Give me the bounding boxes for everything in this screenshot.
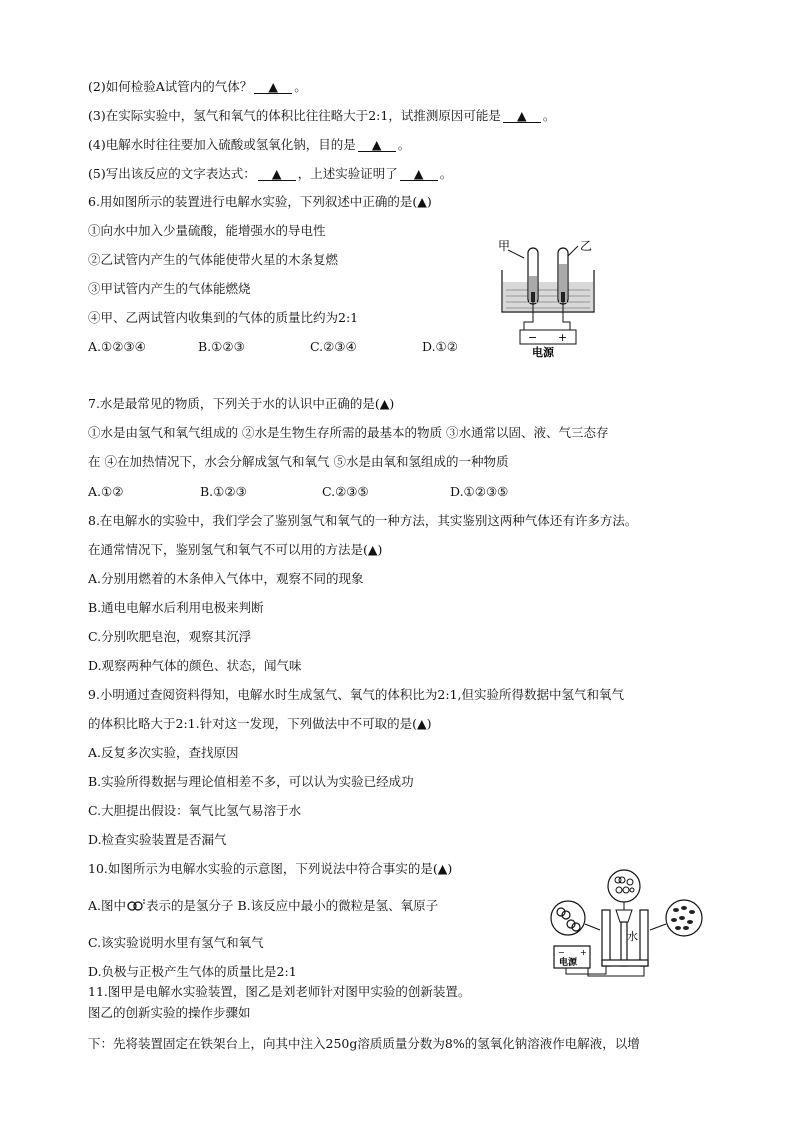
q11-line2: 图乙的创新实验的操作步骤如 — [88, 1005, 251, 1020]
plus-sign: + — [580, 948, 587, 957]
q5-part4: (4)电解水时往往要加入硫酸或氢氧化钠，目的是 ▲ 。 — [88, 137, 411, 152]
water-label: 水 — [627, 930, 638, 943]
q7-option-d[interactable]: D.①②③⑤ — [450, 484, 509, 499]
q7-option-a[interactable]: A.①② — [88, 484, 124, 499]
q7-statements-line1: ①水是由氢气和氧气组成的 ②水是生物生存所需的最基本的物质 ③水通常以固、液、气三态存 — [88, 425, 609, 440]
q7-option-c[interactable]: C.②③⑤ — [322, 484, 369, 499]
q10-option-a-label[interactable]: A.图中 — [88, 898, 127, 913]
q8-option-d[interactable]: D.观察两种气体的颜色、状态，闻气味 — [88, 658, 302, 673]
right-tube — [640, 910, 648, 966]
q10-option-c[interactable]: C.该实验说明水里有氢气和氧气 — [88, 935, 264, 950]
answer-blank[interactable]: ▲ — [254, 80, 292, 94]
leader-line — [508, 250, 524, 258]
q9-option-a[interactable]: A.反复多次实验，查找原因 — [88, 745, 239, 760]
electrolysis-molecule-figure — [546, 868, 706, 980]
q9-stem-line1: 9.小明通过查阅资料得知，电解水时生成氢气、氧气的体积比为2:1,但实验所得数据中氢气和氧气 — [88, 687, 625, 702]
label-jia: 甲 — [498, 239, 511, 253]
q5-part2: (2)如何检验A试管内的气体？ ▲ 。 — [88, 79, 307, 94]
q8-stem-line2: 在通常情况下，鉴别氢气和氧气不可以用的方法是(▲) — [88, 542, 383, 557]
power-label: 电源 — [559, 958, 578, 968]
answer-blank[interactable]: ▲ — [503, 109, 541, 123]
q11-line1: 11.图甲是电解水实验装置，图乙是刘老师针对图甲实验的创新装置。 — [88, 984, 471, 999]
water — [503, 282, 593, 311]
q5-part5: (5)写出该反应的文字表达式： ▲ ，上述实验证明了 ▲ 。 — [88, 166, 453, 181]
minus-sign: − — [528, 331, 538, 344]
minus-sign: − — [558, 948, 565, 957]
q8-option-a[interactable]: A.分别用燃着的木条伸入气体中，观察不同的现象 — [88, 571, 364, 586]
leader-line — [568, 246, 578, 256]
answer-blank[interactable]: ▲ — [258, 167, 296, 181]
q6-option-c[interactable]: C.②③④ — [310, 339, 357, 354]
q6-item-1: ①向水中加入少量硫酸，能增强水的导电性 — [88, 223, 326, 238]
q9-option-d[interactable]: D.检查实验装置是否漏气 — [88, 832, 227, 847]
electrode-right — [561, 292, 565, 302]
q7-stem: 7.水是最常见的物质，下列关于水的认识中正确的是(▲) — [88, 396, 395, 411]
q6-item-3: ③甲试管内产生的气体能燃烧 — [88, 281, 251, 296]
q11-line3: 下：先将装置固定在铁架台上，向其中注入250g溶质质量分数为8%的氢氧化钠溶液作电解液，以增 — [88, 1036, 640, 1051]
q6-option-d[interactable]: D.①② — [422, 339, 458, 354]
q6-item-2: ②乙试管内产生的气体能使带火星的木条复燃 — [88, 252, 339, 267]
q10-option-d[interactable]: D.负极与正极产生气体的质量比是2:1 — [88, 964, 297, 979]
answer-blank[interactable]: ▲ — [400, 167, 438, 181]
bottom-tube — [602, 960, 648, 966]
q5-part3: (3)在实际实验中，氢气和氧气的体积比往往略大于2:1，试推测原因可能是 ▲ 。 — [88, 108, 556, 123]
q10-options-ab — [88, 898, 438, 914]
q7-option-b[interactable]: B.①②③ — [200, 484, 247, 499]
answer-blank[interactable]: ▲ — [358, 138, 396, 152]
q8-stem-line1: 8.在电解水的实验中，我们学会了鉴别氢气和氧气的一种方法，其实鉴别这两种气体还有许多方法。 — [88, 513, 638, 528]
left-tube — [602, 910, 610, 966]
q6-item-4: ④甲、乙两试管内收集到的气体的质量比约为2:1 — [88, 310, 359, 325]
label-yi: 乙 — [580, 239, 593, 253]
q6-option-a[interactable]: A.①②③④ — [88, 339, 146, 354]
electrolysis-apparatus-figure — [494, 236, 606, 358]
reservoir — [616, 910, 632, 922]
q9-option-c[interactable]: C.大胆提出假设：氧气比氢气易溶于水 — [88, 803, 302, 818]
q9-option-b[interactable]: B.实验所得数据与理论值相差不多，可以认为实验已经成功 — [88, 774, 414, 789]
q6-options — [88, 339, 458, 355]
q6-stem: 6.用如图所示的装置进行电解水实验，下列叙述中正确的是(▲) — [88, 194, 432, 209]
water-molecule-circle — [608, 870, 640, 902]
q8-option-b[interactable]: B.通电电解水后利用电极来判断 — [88, 600, 264, 615]
electrode-left — [531, 292, 535, 302]
q6-option-b[interactable]: B.①②③ — [198, 339, 245, 354]
q9-stem-line2: 的体积比略大于2:1.针对这一发现，下列做法中不可取的是(▲) — [88, 716, 432, 731]
power-label: 电源 — [532, 346, 554, 358]
q7-statements-line2: 在 ④在加热情况下，水会分解成氢气和氧气 ⑤水是由氧和氢组成的一种物质 — [88, 454, 509, 469]
hydrogen-molecule-icon — [126, 898, 146, 912]
q10-stem: 10.如图所示为电解水实验的示意图，下列说法中符合事实的是(▲) — [88, 861, 453, 876]
plus-sign: + — [558, 331, 568, 344]
q8-option-c[interactable]: C.分别吹肥皂泡，观察其沉浮 — [88, 629, 252, 644]
q7-options — [88, 484, 508, 500]
q10-option-ab-text[interactable]: 表示的是氢分子 B.该反应中最小的微粒是氢、氧原子 — [146, 898, 439, 913]
